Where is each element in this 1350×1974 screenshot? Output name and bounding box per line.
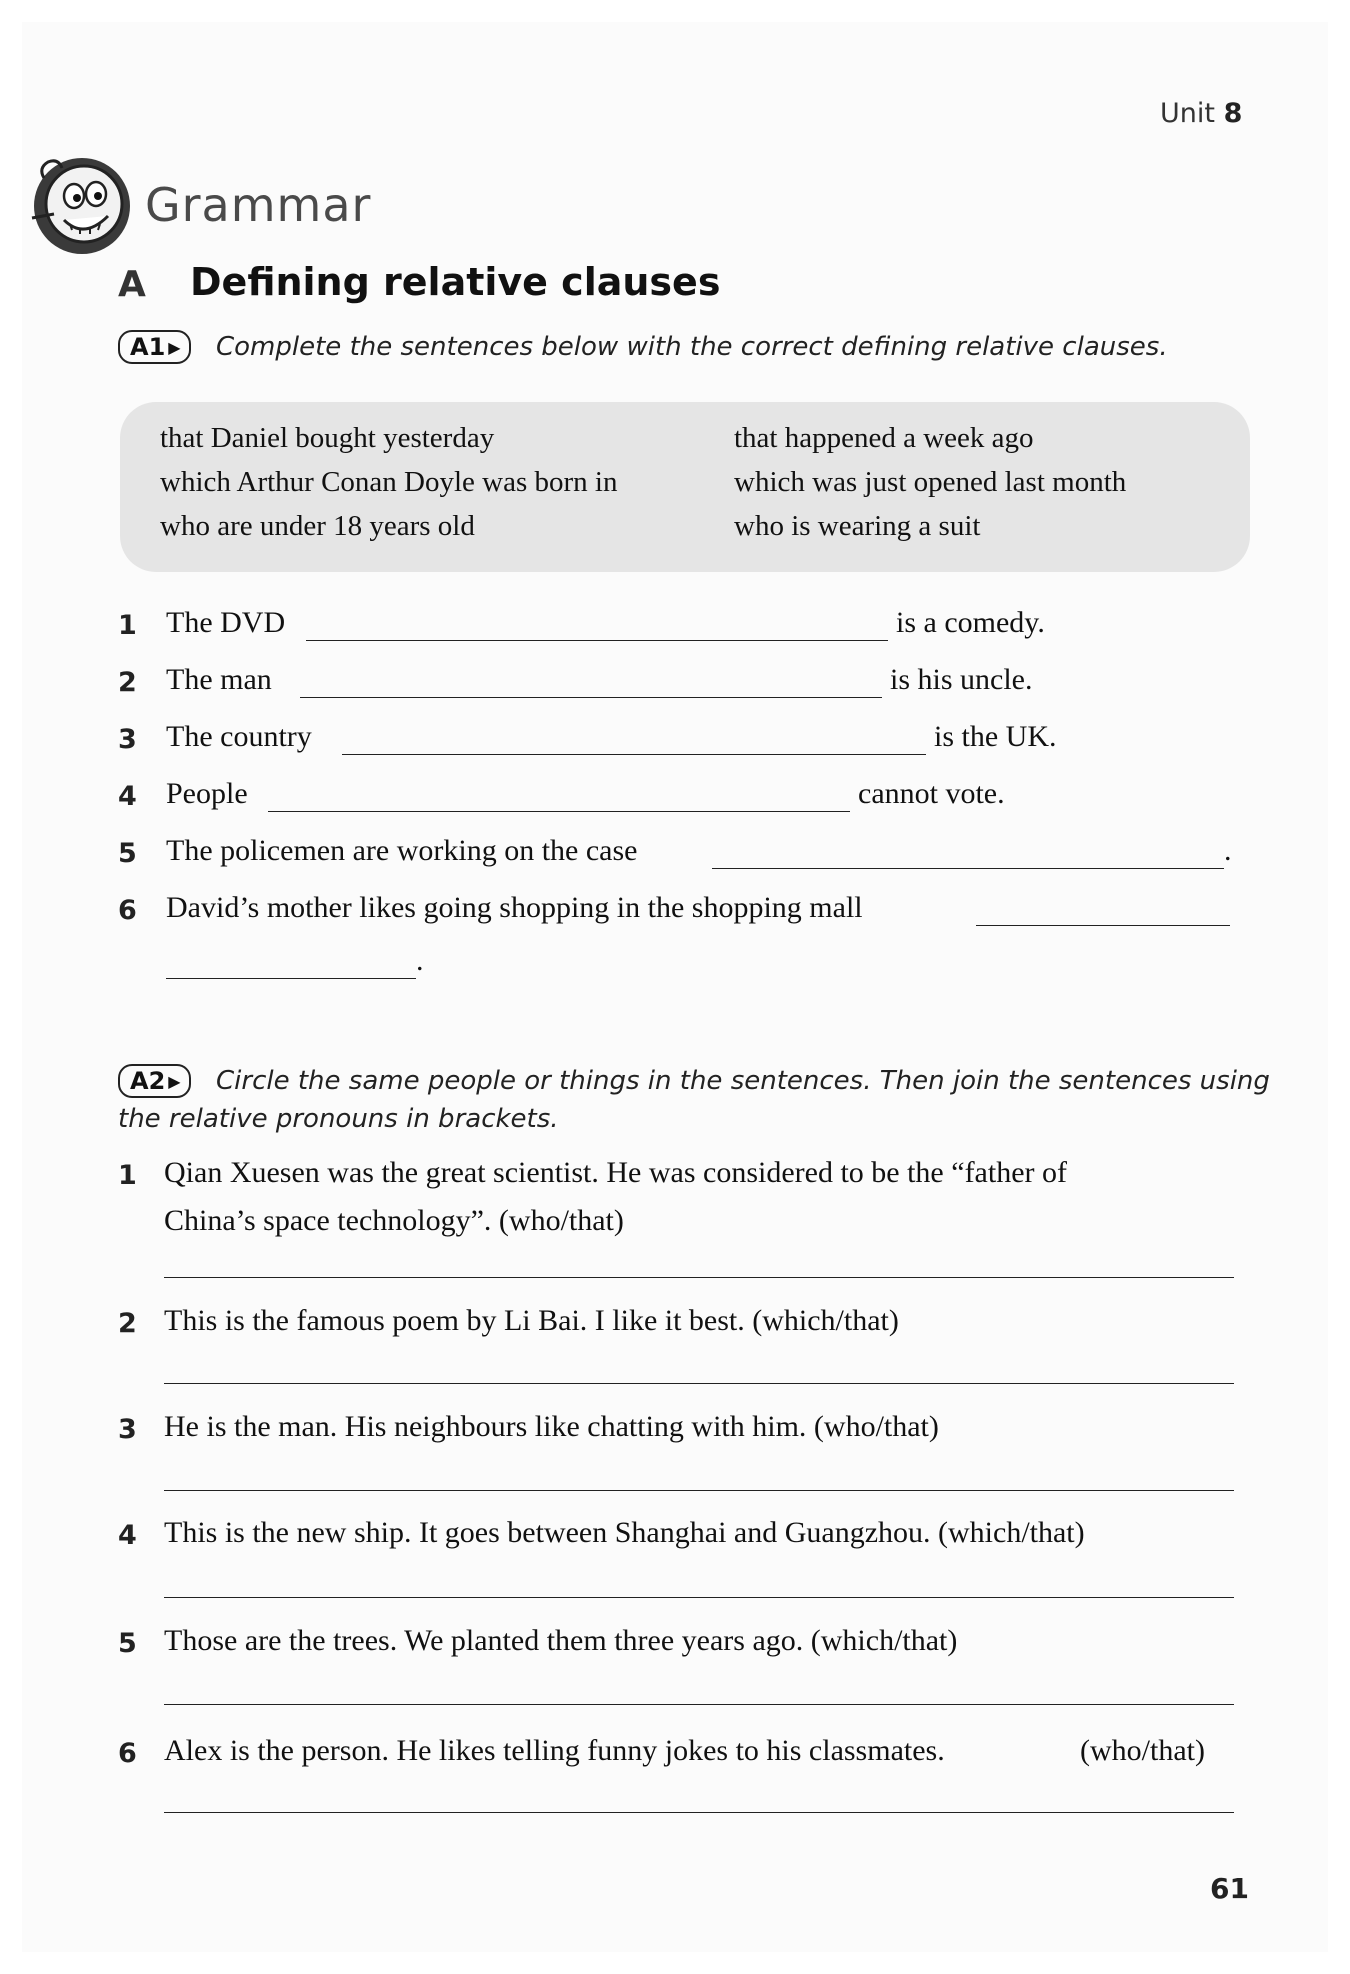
a1-item-ending: .	[416, 944, 424, 977]
a1-item-text: The DVD	[166, 606, 286, 639]
a2-item-number: 3	[118, 1414, 137, 1445]
word-box-phrase: which Arthur Conan Doyle was born in	[160, 466, 618, 498]
answer-line[interactable]	[164, 1704, 1234, 1705]
a2-item-number: 2	[118, 1308, 137, 1339]
section-letter: A	[118, 264, 146, 305]
a1-item-number: 1	[118, 610, 137, 641]
answer-blank[interactable]	[306, 640, 888, 641]
a2-item-number: 4	[118, 1520, 137, 1551]
a1-item-ending: is his uncle.	[890, 663, 1033, 696]
a1-item-text: The man	[166, 663, 272, 696]
word-box-phrase: which was just opened last month	[734, 466, 1127, 498]
unit-label: Unit 8	[1160, 98, 1243, 129]
a1-item-number: 4	[118, 781, 137, 812]
a2-item-number: 6	[118, 1738, 137, 1769]
word-box-phrase: that happened a week ago	[734, 422, 1034, 454]
answer-blank[interactable]	[268, 811, 850, 812]
a1-instruction: Complete the sentences below with the correct defining relative clauses.	[216, 332, 1168, 362]
word-box-phrase: who are under 18 years old	[160, 510, 475, 542]
answer-blank[interactable]	[976, 925, 1230, 926]
a1-item-text: People	[166, 777, 248, 810]
section-title: Defining relative clauses	[190, 260, 721, 304]
answer-line[interactable]	[164, 1490, 1234, 1491]
a2-item-text: Qian Xuesen was the great scientist. He was considered to be the “father of	[164, 1156, 1068, 1189]
word-box-phrase: that Daniel bought yesterday	[160, 422, 495, 454]
a2-instruction: Circle the same people or things in the sentences. Then join the sentences using	[216, 1066, 1270, 1096]
a2-item-text: Alex is the person. He likes telling funny jokes to his classmates.	[164, 1734, 945, 1767]
a2-item-text: This is the famous poem by Li Bai. I like it best. (which/that)	[164, 1304, 899, 1337]
a1-item-text: The country	[166, 720, 312, 753]
a2-item-text: China’s space technology”. (who/that)	[164, 1204, 624, 1237]
answer-line[interactable]	[164, 1383, 1234, 1384]
answer-line[interactable]	[164, 1277, 1234, 1278]
section-header-title: Grammar	[145, 178, 372, 232]
answer-blank[interactable]	[342, 754, 926, 755]
answer-blank[interactable]	[712, 868, 1224, 869]
a1-item-number: 3	[118, 724, 137, 755]
a1-item-number: 5	[118, 838, 137, 869]
answer-line[interactable]	[164, 1812, 1234, 1813]
workbook-page	[22, 22, 1328, 1952]
a2-item-text: He is the man. His neighbours like chatting with him. (who/that)	[164, 1410, 939, 1443]
a1-item-ending: is the UK.	[934, 720, 1057, 753]
answer-blank[interactable]	[300, 697, 882, 698]
a2-item-pronoun: (who/that)	[1080, 1734, 1205, 1767]
unit-number: 8	[1223, 98, 1243, 129]
a1-item-number: 6	[118, 895, 137, 926]
a2-instruction: the relative pronouns in brackets.	[118, 1104, 559, 1134]
a1-item-ending: is a comedy.	[896, 606, 1045, 639]
a1-item-number: 2	[118, 667, 137, 698]
answer-blank[interactable]	[166, 978, 416, 979]
a1-item-ending: .	[1224, 834, 1232, 867]
a2-item-text: This is the new ship. It goes between Shanghai and Guangzhou. (which/that)	[164, 1516, 1085, 1549]
a2-item-text: Those are the trees. We planted them three years ago. (which/that)	[164, 1624, 958, 1657]
a2-item-number: 1	[118, 1160, 137, 1191]
a2-badge: A2 ▶	[118, 1064, 191, 1098]
a1-badge: A1 ▶	[118, 330, 191, 364]
a2-item-number: 5	[118, 1628, 137, 1659]
page-number: 61	[1210, 1872, 1249, 1905]
grammar-mascot-icon	[24, 148, 134, 258]
word-box-phrase: who is wearing a suit	[734, 510, 981, 542]
a1-item-text: The policemen are working on the case	[166, 834, 638, 867]
a1-item-ending: cannot vote.	[858, 777, 1005, 810]
a1-item-text: David’s mother likes going shopping in the shopping mall	[166, 891, 863, 924]
answer-line[interactable]	[164, 1597, 1234, 1598]
